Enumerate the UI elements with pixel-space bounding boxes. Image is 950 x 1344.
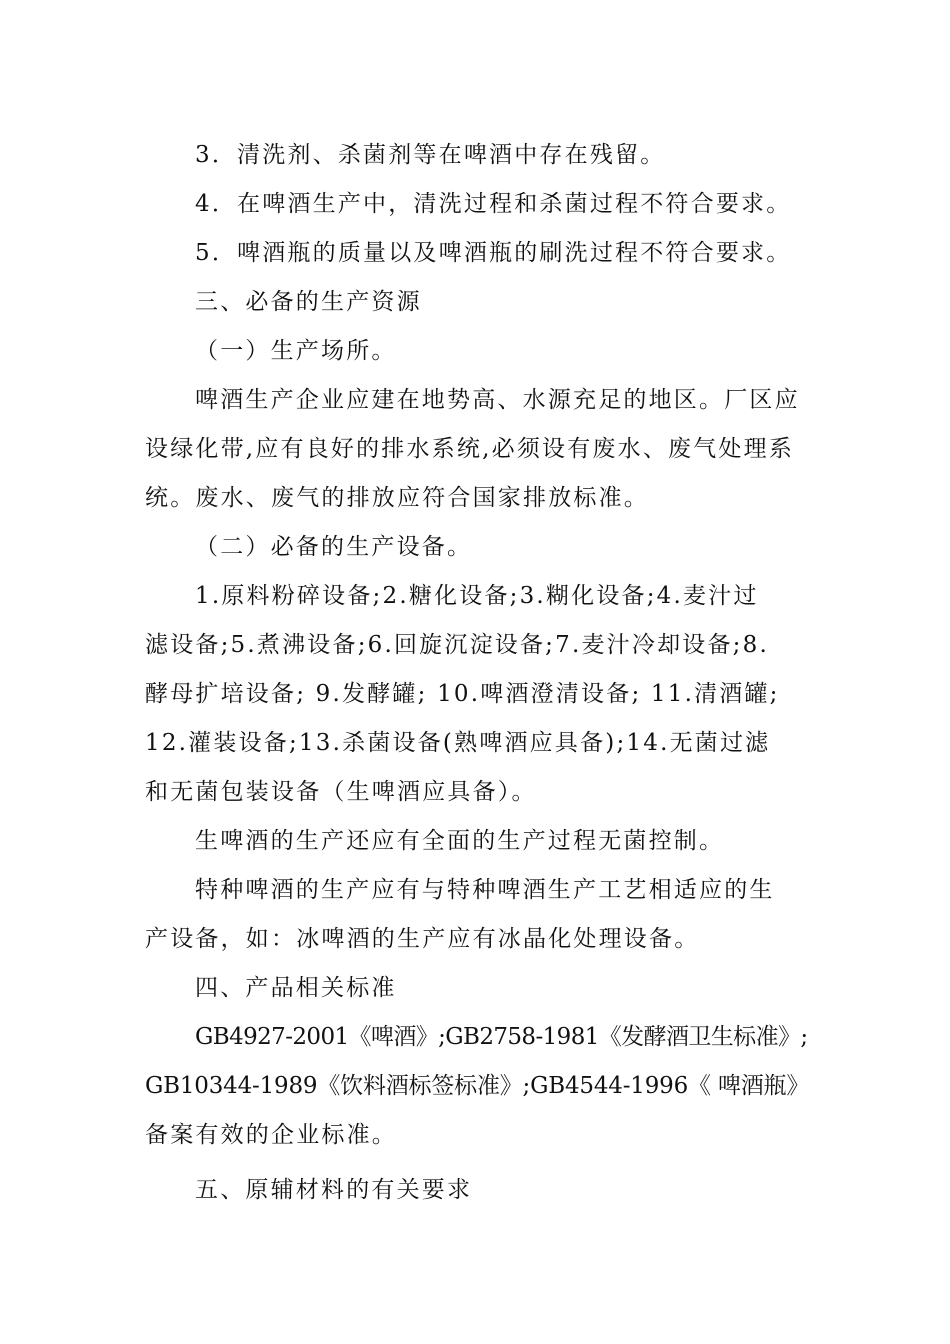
paragraph-site-line-3: 统。废水、废气的排放应符合国家排放标准。 <box>145 485 649 511</box>
list-item-bottle-quality: 5．啤酒瓶的质量以及啤酒瓶的刷洗过程不符合要求。 <box>195 240 792 266</box>
paragraph-special-beer-line-1: 特种啤酒的生产应有与特种啤酒生产工艺相适应的生 <box>195 877 775 903</box>
list-item-residue: 3．清洗剂、杀菌剂等在啤酒中存在残留。 <box>195 142 666 168</box>
paragraph-site-line-1: 啤酒生产企业应建在地势高、水源充足的地区。厂区应 <box>195 387 800 413</box>
paragraph-equipment-line-3: 酵母扩培设备; 9.发酵罐; 10.啤酒澄清设备; 11.清酒罐; <box>145 681 780 707</box>
document-body <box>145 131 810 1215</box>
section-heading-materials: 五、原辅材料的有关要求 <box>195 1177 473 1203</box>
paragraph-equipment-line-4: 12.灌装设备;13.杀菌设备(熟啤酒应具备);14.无菌过滤 <box>145 730 771 756</box>
paragraph-standards-line-2: GB10344-1989《饮料酒标签标准》;GB4544-1996《 啤酒瓶》 <box>145 1073 810 1099</box>
paragraph-site-line-2: 设绿化带,应有良好的排水系统,必须设有废水、废气处理系 <box>145 436 795 462</box>
section-heading-standards: 四、产品相关标准 <box>195 975 397 1001</box>
paragraph-special-beer-line-2: 产设备，如：冰啤酒的生产应有冰晶化处理设备。 <box>145 926 700 952</box>
paragraph-sterile-control: 生啤酒的生产还应有全面的生产过程无菌控制。 <box>195 828 725 854</box>
subsection-heading-equipment: （二）必备的生产设备。 <box>195 534 473 560</box>
paragraph-equipment-line-2: 滤设备;5.煮沸设备;6.回旋沉淀设备;7.麦汁冷却设备;8. <box>145 632 769 658</box>
section-heading-resources: 三、必备的生产资源 <box>195 289 422 315</box>
paragraph-standards-line-1: GB4927-2001《啤酒》;GB2758-1981《发酵酒卫生标准》; <box>195 1024 808 1050</box>
list-item-cleaning-process: 4．在啤酒生产中，清洗过程和杀菌过程不符合要求。 <box>195 191 792 217</box>
paragraph-standards-line-3: 备案有效的企业标准。 <box>145 1122 397 1148</box>
paragraph-equipment-line-1: 1.原料粉碎设备;2.糖化设备;3.糊化设备;4.麦汁过 <box>195 583 759 609</box>
paragraph-equipment-line-5: 和无菌包装设备（生啤酒应具备）。 <box>145 779 537 805</box>
subsection-heading-site: （一）生产场所。 <box>195 338 397 364</box>
